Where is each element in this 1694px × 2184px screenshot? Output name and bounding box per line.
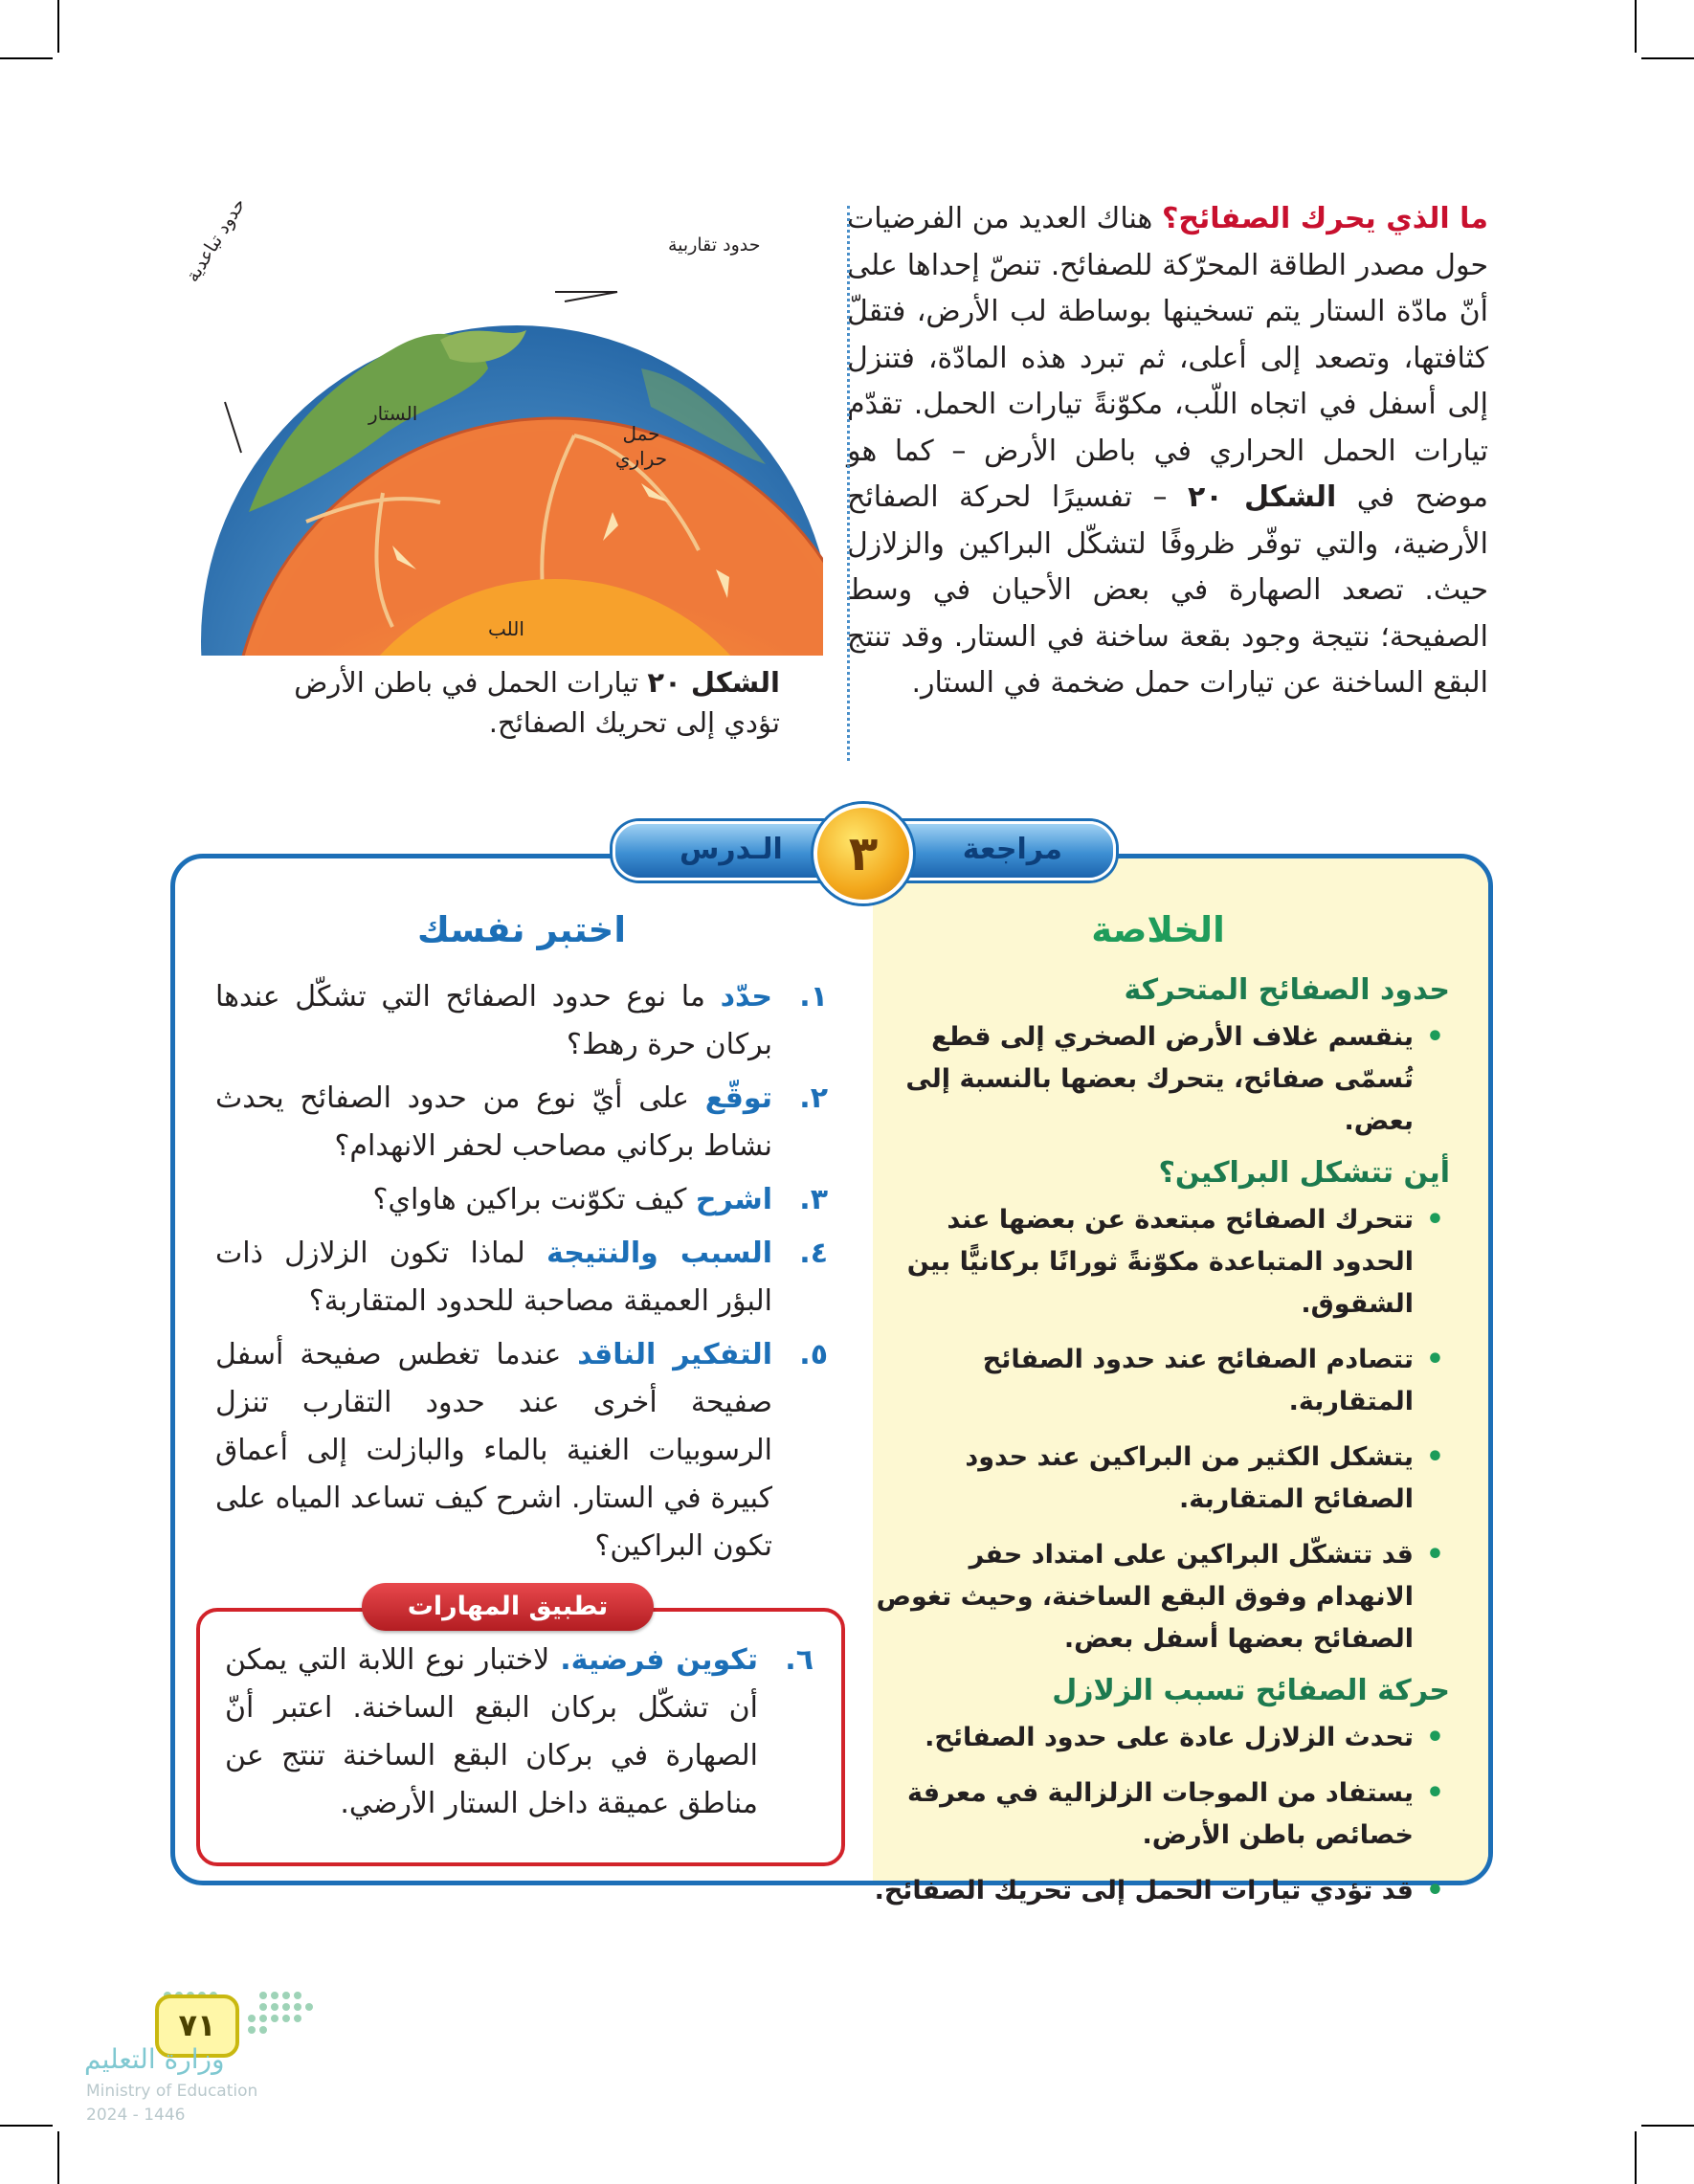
page-number: ٧١ <box>155 1995 239 2058</box>
crop-mark <box>1635 2131 1637 2184</box>
test-yourself-column <box>215 909 828 1576</box>
lesson-review-banner <box>613 804 1110 900</box>
label-mantle: الستار <box>368 402 418 425</box>
crop-mark <box>0 57 53 59</box>
question-text: لماذا تكون الزلازل ذات البؤر العميقة مصاحبة للحدود المتقاربة؟ <box>215 1237 772 1318</box>
question-number: ٦. <box>785 1643 814 1677</box>
summary-bullet-list <box>866 1717 1450 1912</box>
edition-year: 2024 - 1446 <box>86 2106 186 2125</box>
column-divider <box>847 206 850 761</box>
summary-bullet: • يستفاد من الموجات الزلزالية في معرفة خصائص باطن الأرض. <box>866 1772 1450 1857</box>
summary-bullet: • تتصادم الصفائح عند حدود الصفائح المتقاربة. <box>866 1339 1450 1423</box>
question-keyword: التفكير الناقد <box>577 1338 773 1371</box>
summary-bullet: • قد تؤدي تيارات الحمل إلى تحريك الصفائح. <box>866 1870 1450 1912</box>
test-yourself-title: اختبر نفسك <box>416 909 627 950</box>
banner-review-word: مراجعة <box>962 833 1062 866</box>
question-text: ما نوع حدود الصفائح التي تشكّل عندها بركان حرة رهط؟ <box>215 980 772 1061</box>
summary-heading: حدود الصفائح المتحركة <box>1124 973 1450 1007</box>
question-text: على أيّ نوع من حدود الصفائح يحدث نشاط بركاني مصاحب لحفر الانهدام؟ <box>215 1081 772 1163</box>
question-number: ٥. <box>799 1338 828 1371</box>
label-divergent-boundary: حدود تباعدية <box>182 194 251 286</box>
leader-line <box>225 402 241 453</box>
question-item <box>215 1230 828 1326</box>
question-text: عندما تغطس صفيحة أسفل صفيحة أخرى عند حدود التقارب تنزل الرسوبيات الغنية بالماء والبازلت إلى أعماق كبيرة في الستار. اشرح كيف تساعد المياه على تكون البراكين؟ <box>215 1338 772 1563</box>
summary-bullet: • تتحرك الصفائح مبتعدة عن بعضها عند الحدود المتباعدة مكوّنةً ثورانًا بركانيًّا بين الشقوق. <box>866 1199 1450 1326</box>
question-keyword: السبب والنتيجة <box>546 1237 772 1270</box>
question-keyword: حدّد <box>720 980 772 1014</box>
crop-mark <box>1635 0 1637 53</box>
crop-mark <box>57 0 59 53</box>
summary-title: الخلاصة <box>1091 909 1225 950</box>
question-number: ١. <box>799 980 828 1014</box>
lesson-number-badge: ٣ <box>814 804 913 903</box>
question-number: ٤. <box>799 1237 828 1270</box>
question-list <box>215 973 828 1571</box>
summary-bullet: • قد تتشكّل البراكين على امتداد حفر الانهدام وفوق البقع الساخنة، وحيث تغوص الصفائح بعضها أسفل بعض. <box>866 1534 1450 1660</box>
ministry-name-arabic: وزارة التعليم <box>84 2043 225 2075</box>
question-text: كيف تكوّنت براكين هاواي؟ <box>372 1183 687 1216</box>
figure-caption <box>234 662 780 743</box>
label-convection: حمل حراري <box>614 422 668 470</box>
summary-bullet-list <box>866 1199 1450 1660</box>
question-text: لاختبار نوع اللابة التي يمكن أن تشكّل بركان البقع الساخنة. اعتبر أنّ الصهارة في بركان البقع الساخنة تنتج عن مناطق عميقة داخل الستار الأرضي. <box>225 1643 758 1820</box>
question-item <box>215 1075 828 1170</box>
question-keyword: توقّع <box>704 1081 772 1115</box>
summary-bullet-list <box>866 1016 1450 1143</box>
question-item <box>215 1331 828 1571</box>
article-text: هناك العديد من الفرضيات حول مصدر الطاقة المحرّكة للصفائح. تنصّ إحداها على أنّ مادّة الستار يتم تسخينها بوساطة لب الأرض، فتقلّ كثافتها، وتصعد إلى أعلى، ثم تبرد هذه المادّة، فتنزل إلى أسفل في اتجاه اللّب، مكوّنةً تيارات الحمل. تقدّم تيارات الحمل الحراري في باطن الأرض – كما هو موضح في <box>847 202 1488 514</box>
summary-heading: حركة الصفائح تسبب الزلازل <box>1052 1674 1450 1707</box>
crop-mark <box>57 2131 59 2184</box>
figure-reference: الشكل ٢٠ <box>1188 480 1337 514</box>
article-heading: ما الذي يحرك الصفائح؟ <box>1161 202 1488 235</box>
summary-heading: أين تتشكل البراكين؟ <box>1158 1156 1450 1190</box>
summary-bullet: • تحدث الزلازل عادة على حدود الصفائح. <box>866 1717 1450 1759</box>
skills-application-tab: تطبيق المهارات <box>362 1583 654 1631</box>
banner-lesson-word: الـدرس <box>680 833 783 866</box>
crop-mark <box>1641 57 1694 59</box>
label-convergent-boundary: حدود تقاربية <box>668 234 761 256</box>
summary-column <box>866 909 1450 1926</box>
crop-mark <box>1641 2125 1694 2127</box>
question-number: ٣. <box>799 1183 828 1216</box>
leader-line <box>565 292 617 301</box>
question-item <box>225 1637 814 1828</box>
question-keyword: تكوين فرضية. <box>560 1643 758 1677</box>
skills-question <box>225 1637 814 1828</box>
figure-caption-text: تيارات الحمل في باطن الأرض تؤدي إلى تحريك الصفائح. <box>294 666 780 739</box>
summary-bullet: • ينقسم غلاف الأرض الصخري إلى قطع تُسمّى صفائح، يتحرك بعضها بالنسبة إلى بعض. <box>866 1016 1450 1143</box>
summary-bullet: • يتشكل الكثير من البراكين عند حدود الصفائح المتقاربة. <box>866 1437 1450 1521</box>
question-keyword: اشرح <box>695 1183 772 1216</box>
crop-mark <box>0 2125 53 2127</box>
article-paragraph <box>847 196 1488 707</box>
earth-cross-section-figure <box>182 194 823 656</box>
earth-diagram <box>191 206 823 656</box>
question-number: ٢. <box>799 1081 828 1115</box>
question-item <box>215 973 828 1069</box>
article-text-continued: – تفسيرًا لحركة الصفائح الأرضية، والتي توفّر ظروفًا لتشكّل البراكين والزلازل حيث. تصعد الصهارة في بعض الأحيان في وسط الصفيحة؛ نتيجة وجود بقعة ساخنة في الستار. وقد تنتج البقع الساخنة عن تيارات حمل ضخمة في الستار. <box>847 480 1488 700</box>
question-item <box>215 1176 828 1224</box>
figure-caption-label: الشكل ٢٠ <box>647 666 780 699</box>
ministry-name-english: Ministry of Education <box>86 2082 258 2101</box>
label-core: اللب <box>488 617 524 640</box>
skills-question-wrapper <box>225 1637 814 1828</box>
